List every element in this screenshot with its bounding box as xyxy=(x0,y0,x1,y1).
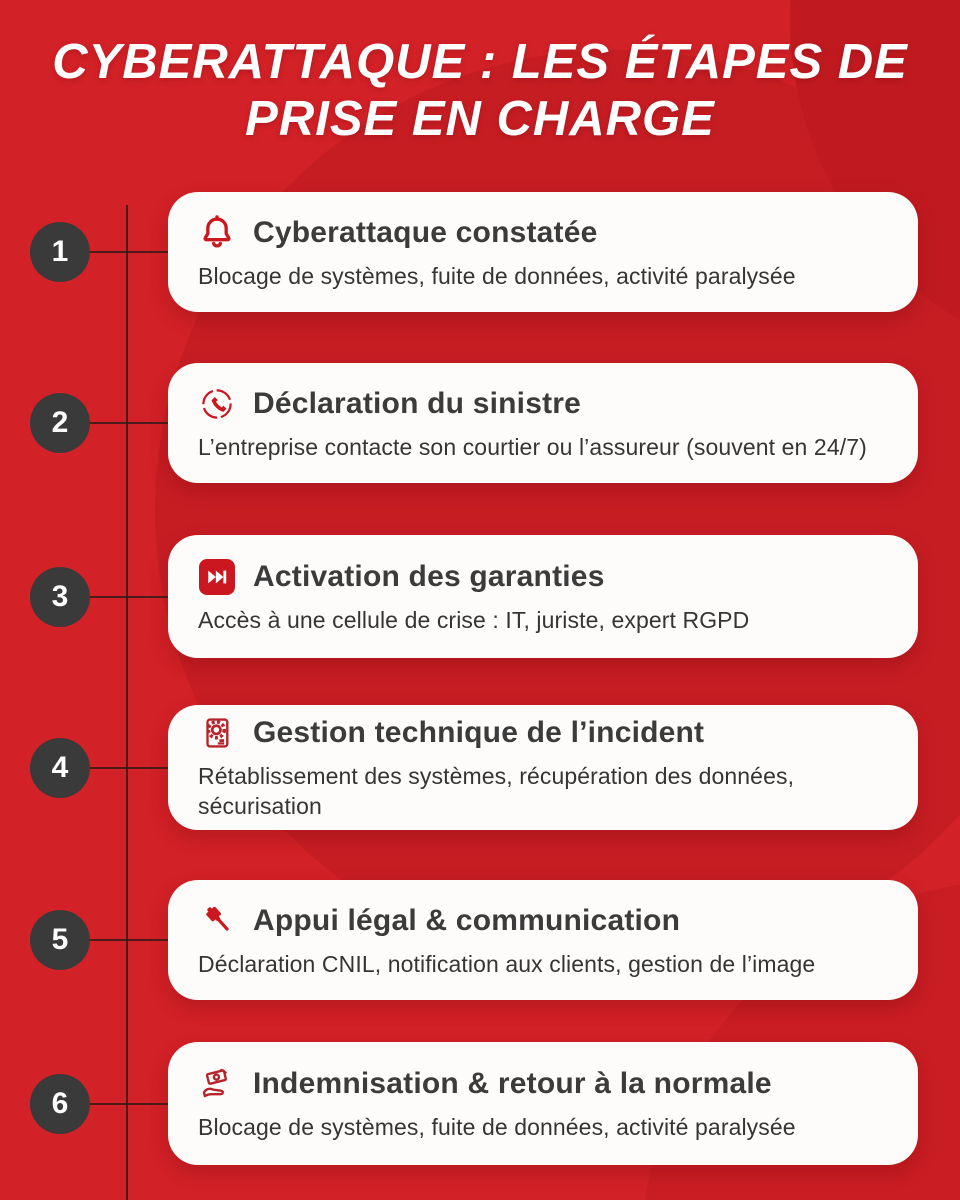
step-description: Rétablissement des systèmes, récupération des données, sécurisation xyxy=(198,763,795,819)
step-title: Indemnisation & retour à la normale xyxy=(253,1067,772,1100)
step-card xyxy=(168,705,918,830)
step-description: Blocage de systèmes, fuite de données, activité paralysée xyxy=(198,262,796,289)
step-title: Déclaration du sinistre xyxy=(253,386,582,420)
step-badge xyxy=(30,738,90,798)
phone-icon xyxy=(198,385,236,423)
money-hand-icon xyxy=(198,1065,236,1103)
step-number: 3 xyxy=(51,579,69,613)
step-title: Appui légal & communication xyxy=(253,903,681,937)
step-title: Gestion technique de l’incident xyxy=(253,716,705,749)
step-card xyxy=(168,363,918,483)
step-badge xyxy=(30,393,90,453)
gavel-icon xyxy=(198,902,236,940)
step-description: Accès à une cellule de crise : IT, juriste, expert RGPD xyxy=(198,607,750,633)
bell-icon xyxy=(198,214,236,252)
step-row-6 xyxy=(0,1042,960,1165)
step-description: Déclaration CNIL, notification aux clients, gestion de l’image xyxy=(198,950,816,977)
step-card xyxy=(168,535,918,658)
step-title: Cyberattaque constatée xyxy=(253,215,598,249)
gear-document-icon xyxy=(198,714,236,752)
step-badge xyxy=(30,910,90,970)
step-title: Activation des garanties xyxy=(253,560,605,593)
step-badge xyxy=(30,222,90,282)
step-number: 2 xyxy=(51,406,69,439)
step-badge xyxy=(30,1074,90,1134)
step-description: Blocage de systèmes, fuite de données, activité paralysée xyxy=(198,1114,796,1140)
step-number: 5 xyxy=(51,923,69,956)
step-row-3 xyxy=(0,535,960,658)
step-number: 1 xyxy=(51,235,69,268)
step-number: 6 xyxy=(51,1086,69,1120)
step-card xyxy=(168,880,918,1000)
step-card xyxy=(168,1042,918,1165)
step-card xyxy=(168,192,918,312)
next-track-icon xyxy=(198,558,236,596)
step-number: 4 xyxy=(51,750,69,784)
step-row-2 xyxy=(0,363,960,483)
step-row-4 xyxy=(0,705,960,830)
page-title xyxy=(0,34,960,148)
step-row-1 xyxy=(0,192,960,312)
page-title-line2: PRISE EN CHARGE xyxy=(245,92,715,146)
page-title-line1: CYBERATTAQUE : LES ÉTAPES DE xyxy=(52,35,908,89)
step-badge xyxy=(30,567,90,627)
step-description: L’entreprise contacte son courtier ou l’assureur (souvent en 24/7) xyxy=(198,433,867,460)
step-row-5 xyxy=(0,880,960,1000)
